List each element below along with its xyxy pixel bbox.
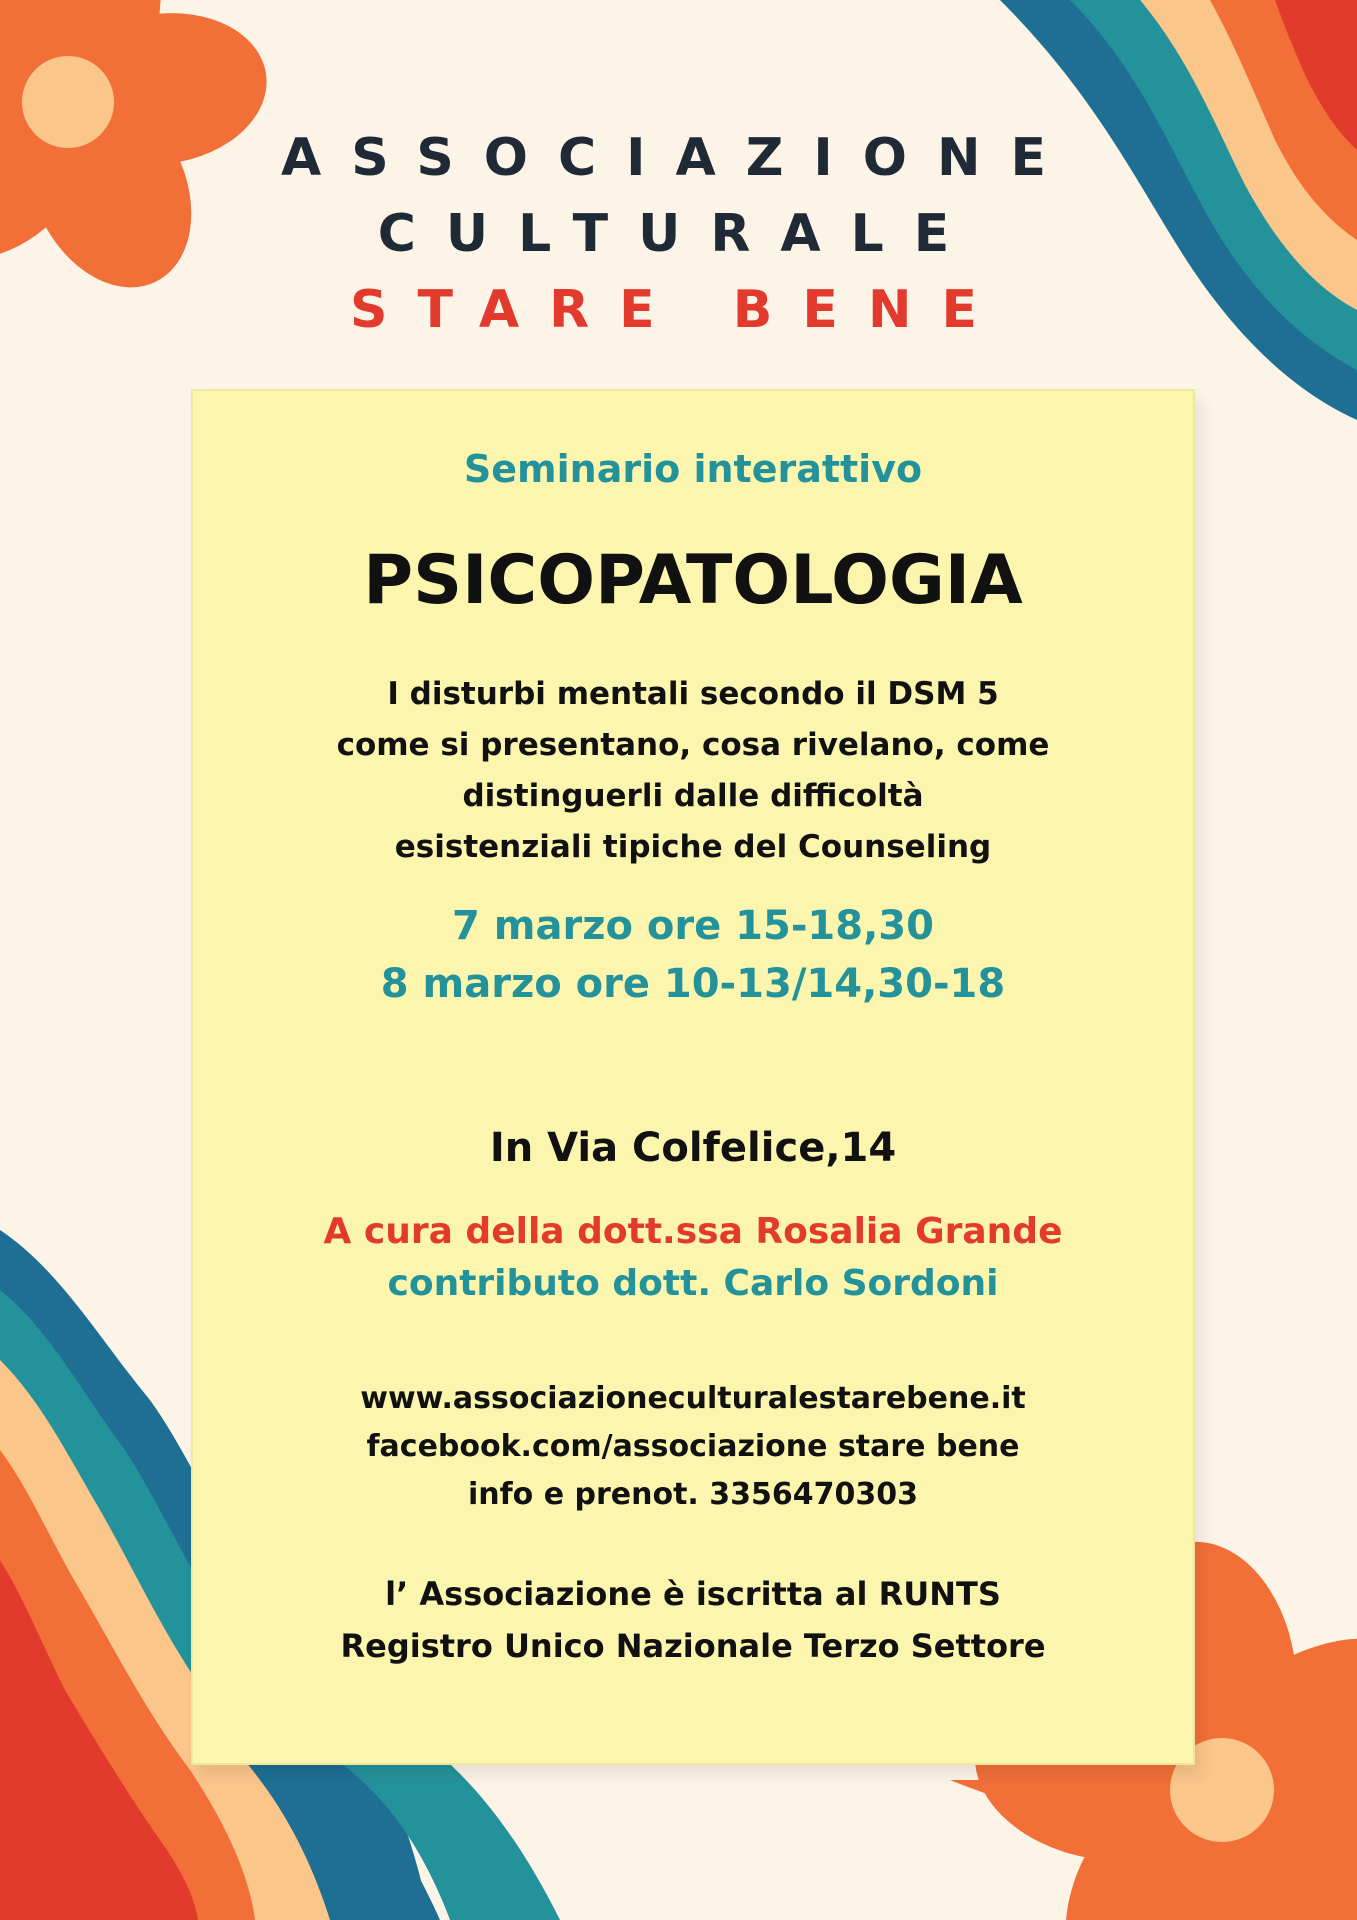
header-line-3: STARE BENE [350, 280, 1007, 340]
runts-line-1: l’ Associazione è iscritta al RUNTS [385, 1575, 1001, 1613]
info-card [191, 389, 1195, 1765]
header-line-1: ASSOCIAZIONE [280, 128, 1077, 188]
date-line-2: 8 marzo ore 10-13/14,30-18 [380, 961, 1006, 1007]
date-line-1: 7 marzo ore 15-18,30 [452, 903, 934, 949]
subtitle: Seminario interattivo [463, 447, 923, 491]
title: PSICOPATOLOGIA [363, 541, 1023, 620]
curator: A cura della dott.ssa Rosalia Grande [323, 1211, 1063, 1252]
description: I disturbi mentali secondo il DSM 5 come si presentano, cosa rivelano, come distinguerli dalle difficoltà esistenziali tipiche del Counseling [336, 676, 1050, 865]
website-link[interactable]: www.associazioneculturalestarebene.it [360, 1381, 1026, 1416]
location: In Via Colfelice,14 [489, 1125, 897, 1171]
contributor: contributo dott. Carlo Sordoni [387, 1263, 999, 1304]
header-line-2: CULTURALE [377, 204, 980, 264]
facebook-link[interactable]: facebook.com/associazione stare bene [366, 1429, 1020, 1464]
runts-line-2: Registro Unico Nazionale Terzo Settore [340, 1627, 1046, 1665]
booking-phone: info e prenot. 3356470303 [467, 1477, 919, 1512]
